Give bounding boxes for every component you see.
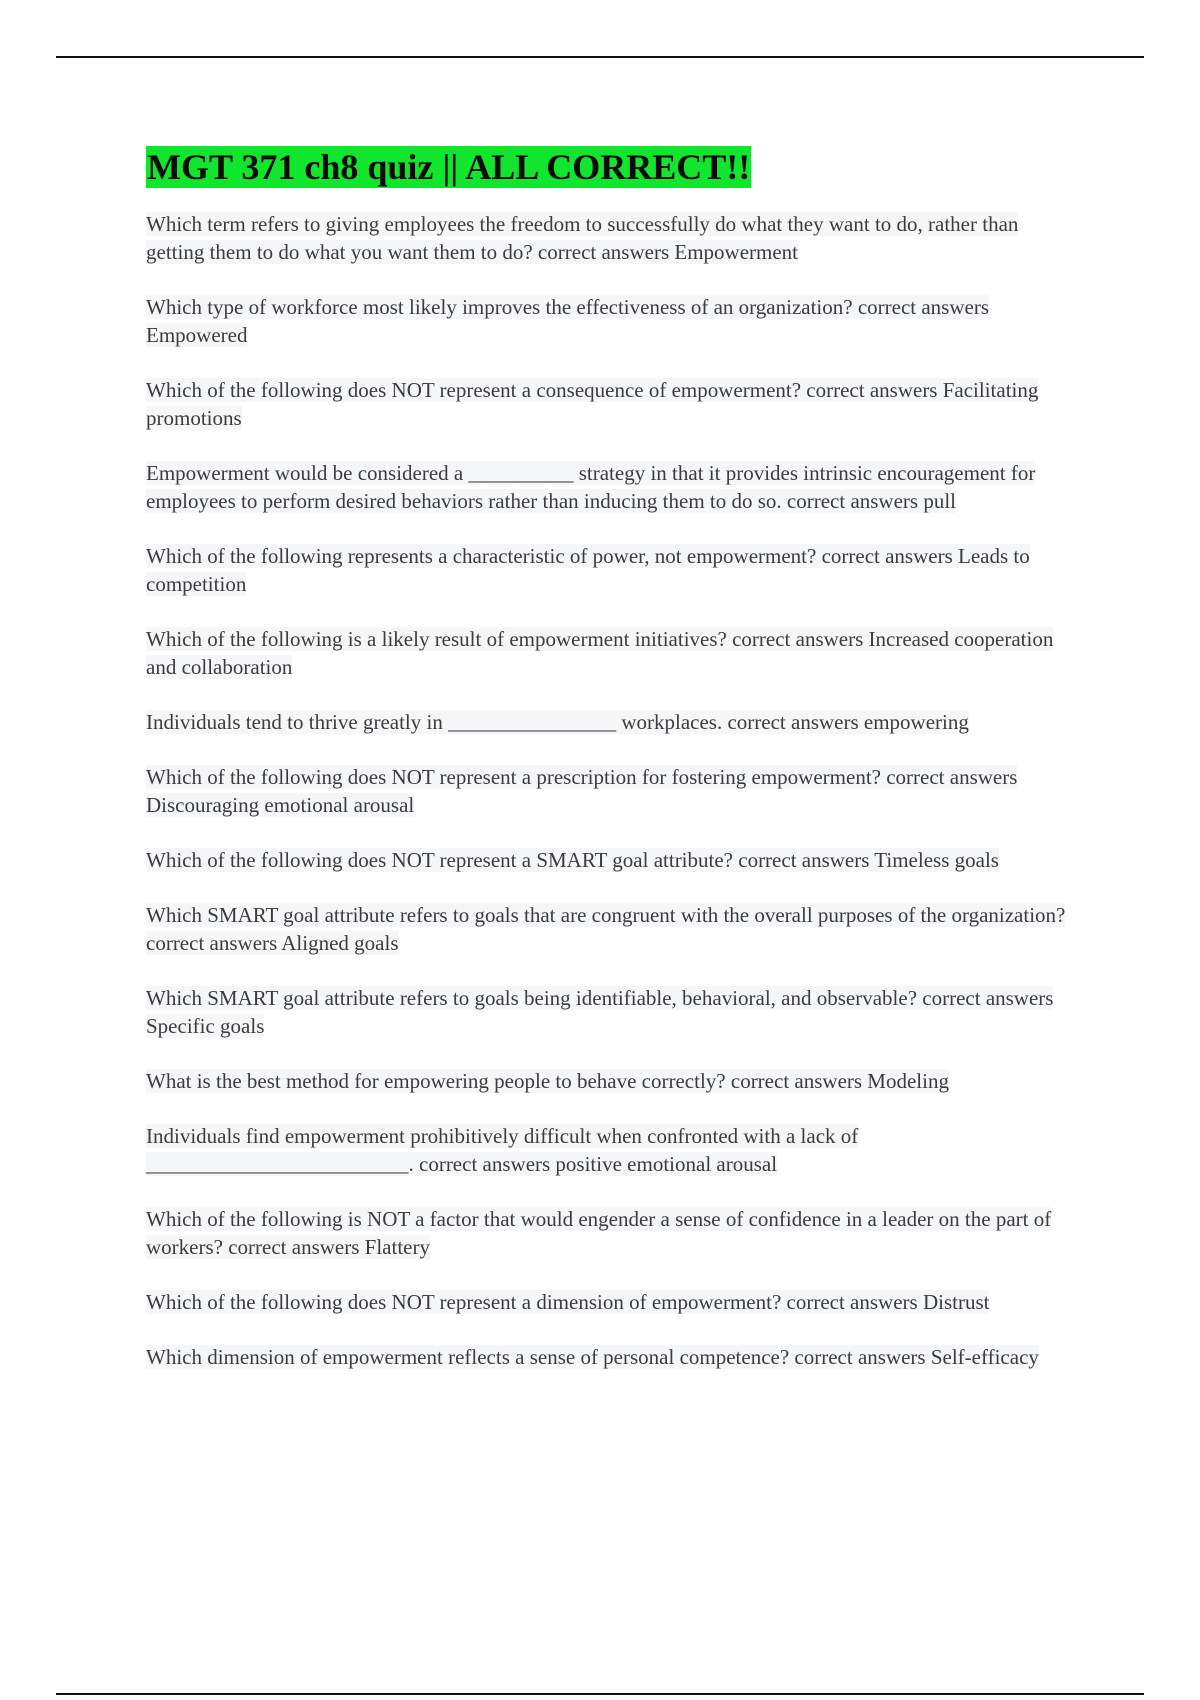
qa-item	[146, 984, 1076, 1040]
qa-text: Which dimension of empowerment reflects a sense of personal competence? correct answers Self-efficacy	[146, 1345, 1039, 1369]
qa-list	[146, 210, 1076, 1371]
header-rule	[56, 56, 1144, 58]
qa-item	[146, 293, 1076, 349]
qa-text: Which of the following is a likely result of empowerment initiatives? correct answers Increased cooperation and collaboration	[146, 627, 1054, 679]
qa-text: Which of the following is NOT a factor that would engender a sense of confidence in a leader on the part of workers? correct answers Flattery	[146, 1207, 1052, 1259]
qa-text: Which of the following does NOT represent a dimension of empowerment? correct answers Distrust	[146, 1290, 990, 1314]
qa-item	[146, 625, 1076, 681]
qa-item	[146, 1067, 1076, 1095]
qa-text: Individuals find empowerment prohibitively difficult when confronted with a lack of _________________________. correct answers positive emotional arousal	[146, 1124, 859, 1176]
document-title: MGT 371 ch8 quiz || ALL CORRECT!!	[147, 147, 751, 187]
qa-text: Which SMART goal attribute refers to goals that are congruent with the overall purposes of the organization? correct answers Aligned goals	[146, 903, 1066, 955]
footer-rule	[56, 1693, 1144, 1695]
qa-item	[146, 1343, 1076, 1371]
qa-item	[146, 901, 1076, 957]
qa-item	[146, 542, 1076, 598]
qa-item	[146, 210, 1076, 266]
qa-item	[146, 1205, 1076, 1261]
qa-text: Which type of workforce most likely improves the effectiveness of an organization? correct answers Empowered	[146, 295, 990, 347]
qa-text: Which of the following does NOT represent a consequence of empowerment? correct answers Facilitating promotions	[146, 378, 1039, 430]
qa-item	[146, 459, 1076, 515]
qa-text: Which SMART goal attribute refers to goals being identifiable, behavioral, and observable? correct answers Specific goals	[146, 986, 1054, 1038]
qa-text: Which of the following represents a characteristic of power, not empowerment? correct answers Leads to competition	[146, 544, 1030, 596]
qa-text: What is the best method for empowering people to behave correctly? correct answers Modeling	[146, 1069, 949, 1093]
qa-text: Individuals tend to thrive greatly in ________________ workplaces. correct answers empowering	[146, 710, 969, 734]
qa-item	[146, 708, 1076, 736]
document-body	[146, 146, 1076, 1398]
qa-text: Which of the following does NOT represent a prescription for fostering empowerment? correct answers Discouraging emotional arousal	[146, 765, 1018, 817]
qa-item	[146, 1122, 1076, 1178]
qa-item	[146, 1288, 1076, 1316]
qa-text: Which of the following does NOT represent a SMART goal attribute? correct answers Timeless goals	[146, 848, 999, 872]
qa-item	[146, 376, 1076, 432]
qa-item	[146, 846, 1076, 874]
qa-text: Empowerment would be considered a __________ strategy in that it provides intrinsic encouragement for employees to perform desired behaviors rather than inducing them to do so. correct answers pull	[146, 461, 1036, 513]
qa-item	[146, 763, 1076, 819]
qa-text: Which term refers to giving employees the freedom to successfully do what they want to do, rather than getting them to do what you want them to do? correct answers Empowerment	[146, 212, 1019, 264]
